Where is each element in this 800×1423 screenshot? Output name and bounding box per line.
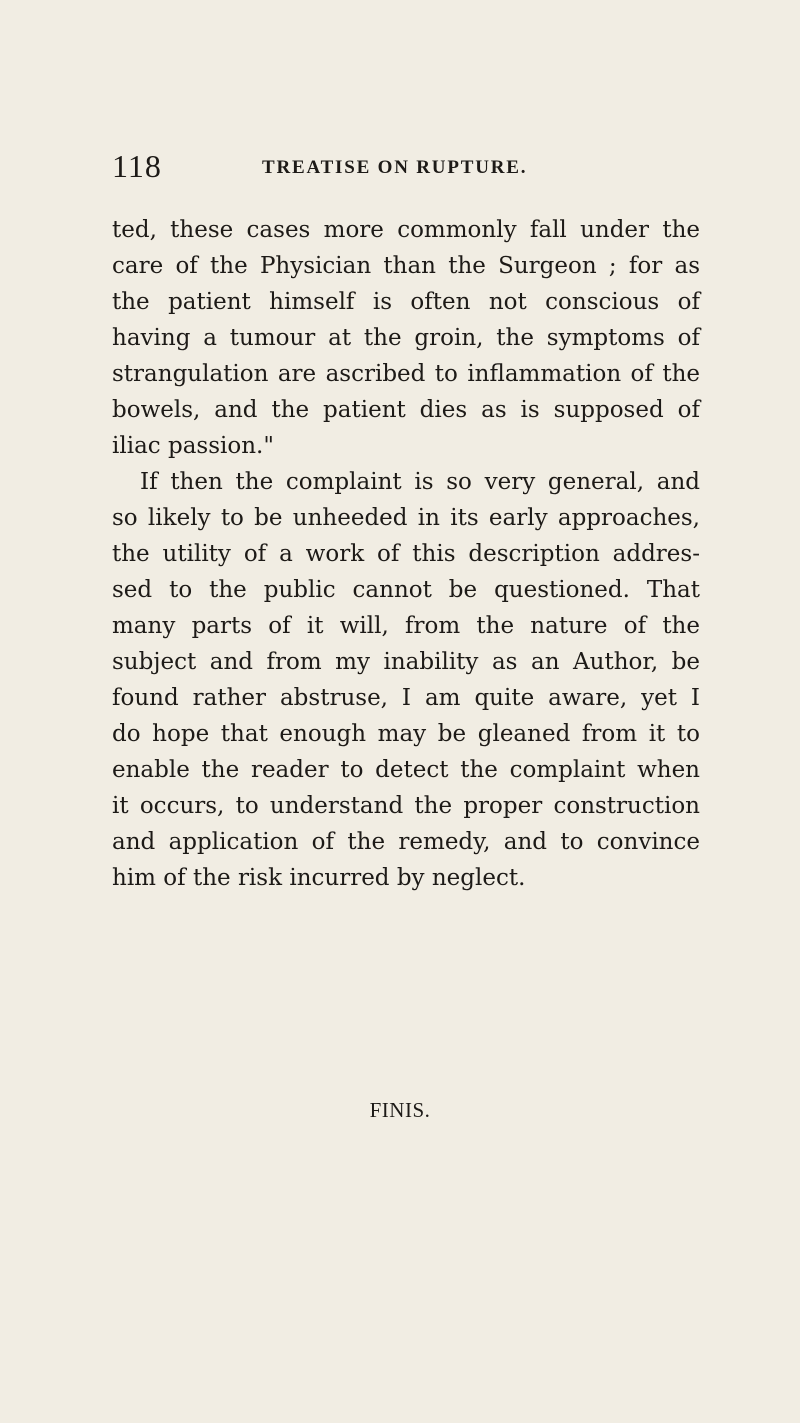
paragraph-1 — [112, 212, 700, 464]
text-line: bowels, and the patient dies as is supposed of — [112, 397, 700, 423]
body-text — [112, 212, 700, 896]
text-line: strangulation are ascribed to inflammation of the — [112, 361, 700, 387]
text-line: enable the reader to detect the complaint when — [112, 757, 700, 783]
text-line: sed to the public cannot be questioned. That — [112, 577, 700, 603]
text-line: the utility of a work of this description addres- — [112, 541, 700, 567]
finis-mark: FINIS. — [369, 1098, 431, 1122]
text-line: do hope that enough may be gleaned from it to — [112, 721, 700, 747]
text-line: ted, these cases more commonly fall under the — [112, 217, 700, 243]
text-line: having a tumour at the groin, the symptoms of — [112, 325, 700, 351]
text-line: the patient himself is often not conscious of — [112, 289, 700, 315]
text-line: subject and from my inability as an Author, be — [112, 649, 700, 675]
text-line: so likely to be unheeded in its early approaches, — [112, 505, 700, 531]
text-line: it occurs, to understand the proper construction — [112, 793, 700, 819]
page-number: 118 — [112, 148, 162, 184]
text-line: found rather abstruse, I am quite aware, yet I — [112, 685, 700, 711]
page-header — [112, 148, 692, 188]
paragraph-2 — [112, 464, 700, 896]
text-line: and application of the remedy, and to convince — [112, 829, 700, 855]
text-line: many parts of it will, from the nature of the — [112, 613, 700, 639]
running-head: TREATISE ON RUPTURE. — [262, 157, 528, 178]
text-line: him of the risk incurred by neglect. — [112, 865, 526, 891]
text-line: If then the complaint is so very general, and — [140, 469, 700, 495]
text-line: care of the Physician than the Surgeon ; for as — [112, 253, 700, 279]
text-line: iliac passion." — [112, 433, 274, 459]
